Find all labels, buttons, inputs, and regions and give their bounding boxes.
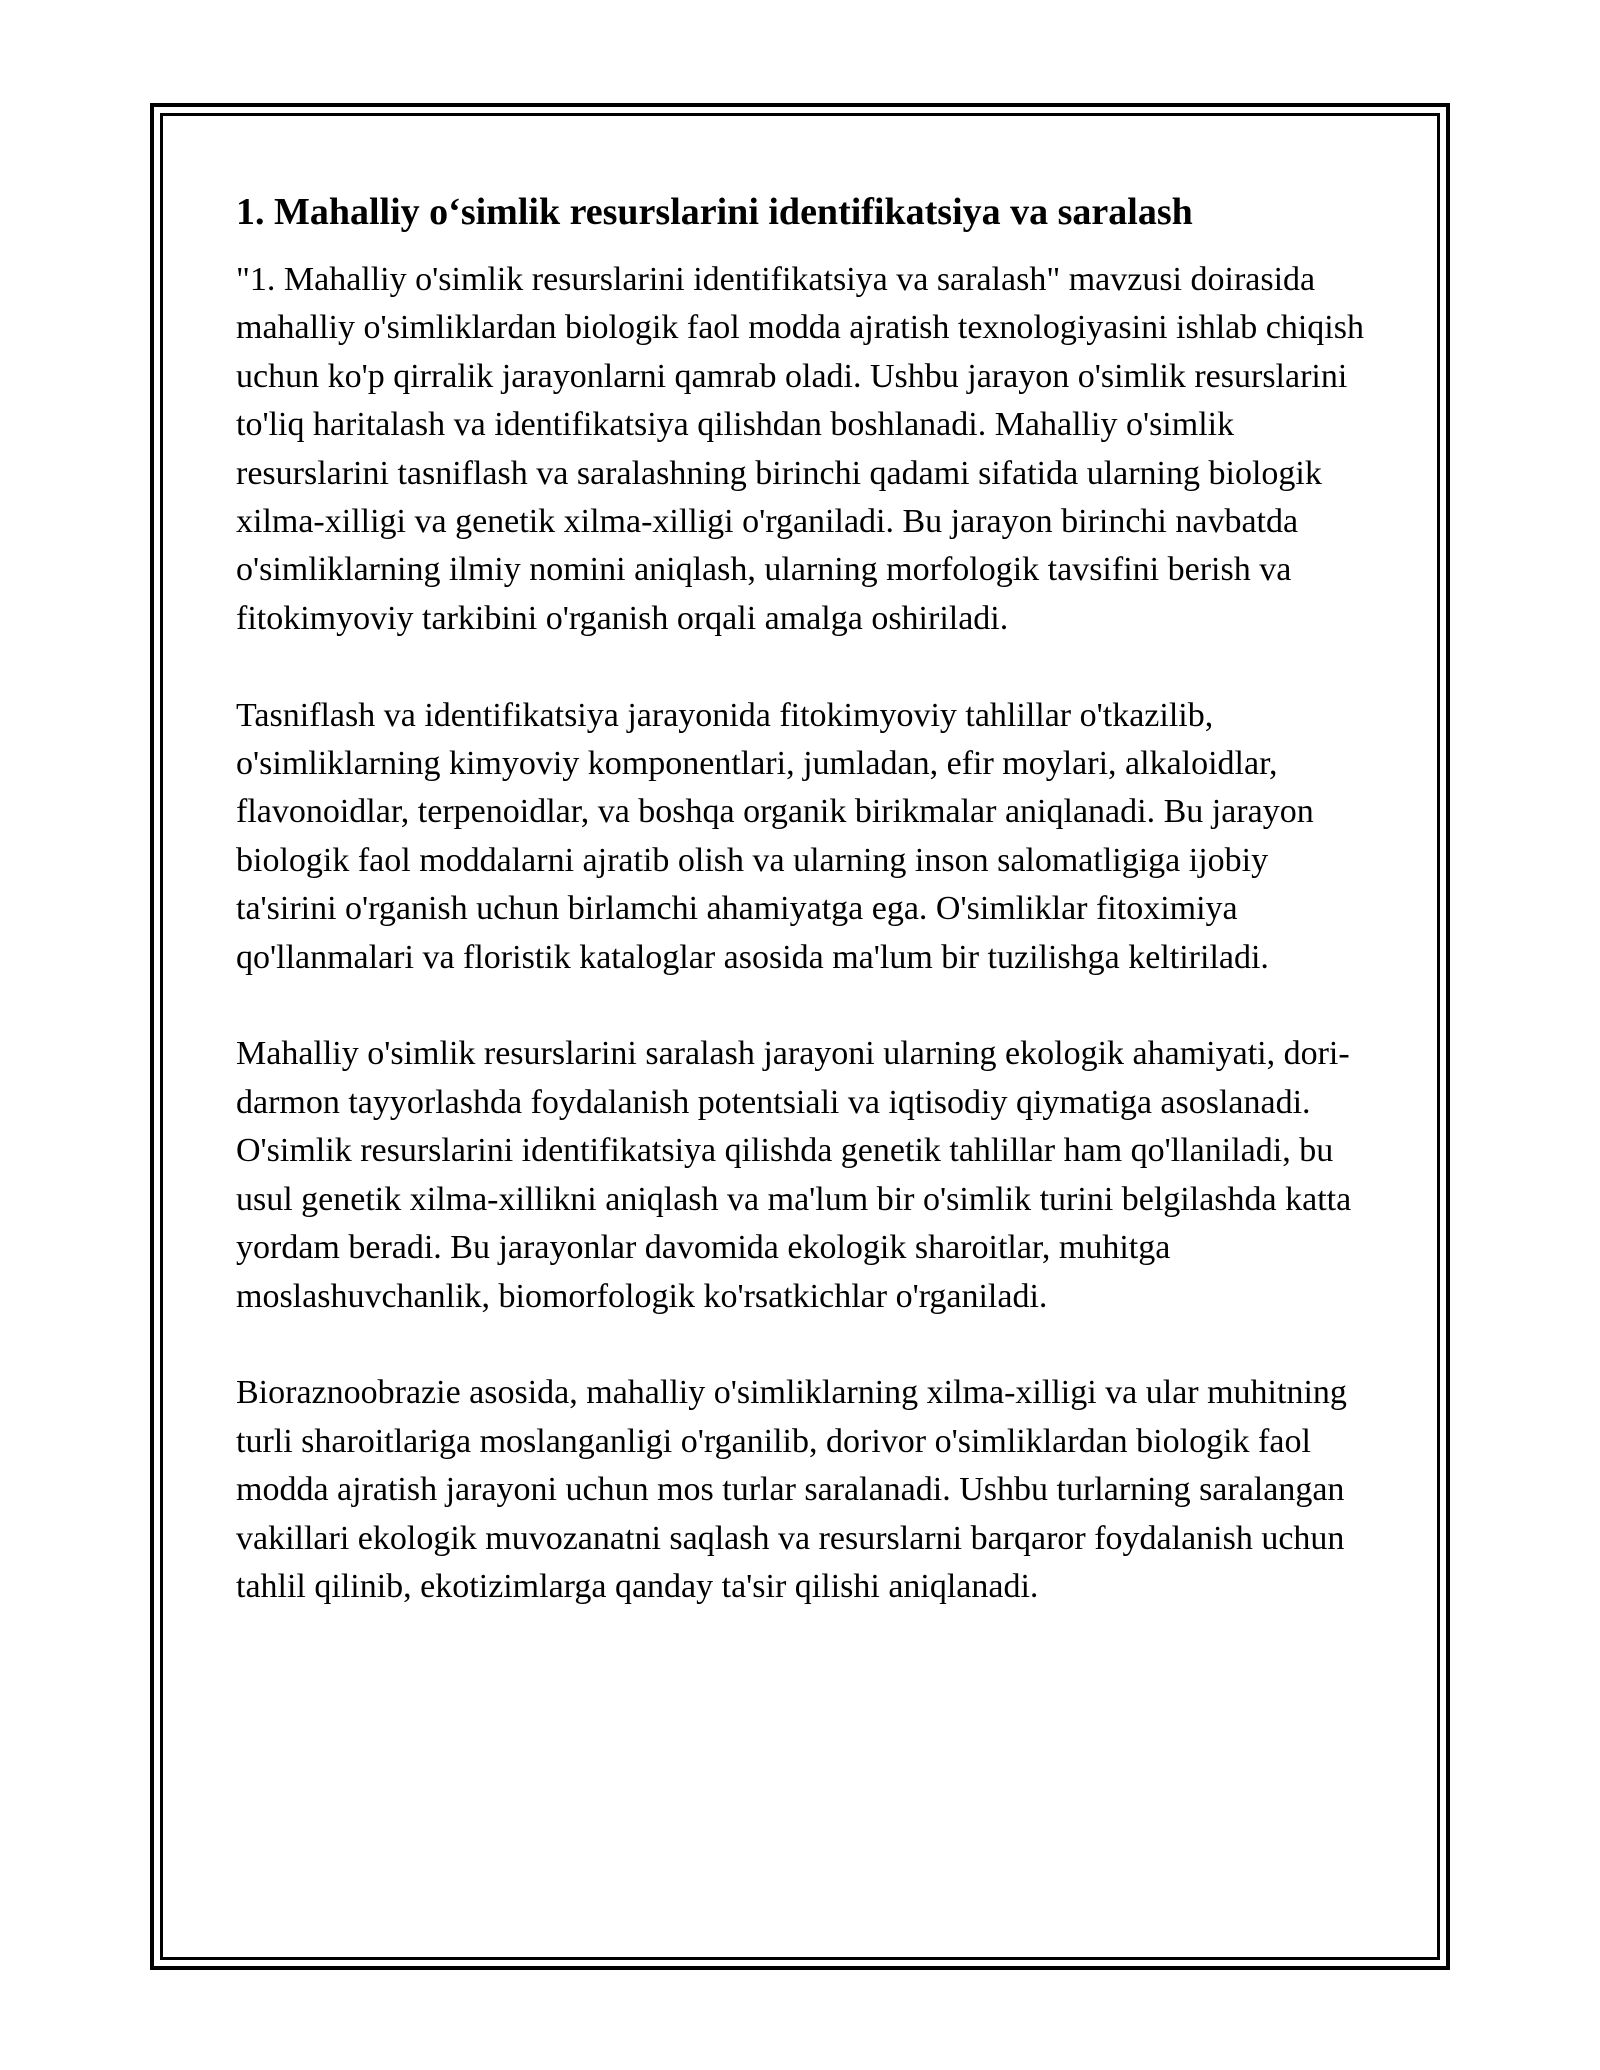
section-heading: 1. Mahalliy o‘simlik resurslarini identifikatsiya va saralash <box>236 191 1193 233</box>
paragraph-4: Bioraznoobrazie asosida, mahalliy o'simliklarning xilma-xilligi va ular muhitning turli sharoitlariga moslanganligi o'rganilib, dorivor o'simliklardan biologik faol modda ajratish jarayoni uchun mos turlar saralanadi. Ushbu turlarning saralangan vakillari ekologik muvozanatni saqlash va resurslarni barqaror foydalanish uchun tahlil qilinib, ekotizimlarga qanday ta'sir qilishi aniqlanadi. <box>236 1374 1347 1605</box>
paragraph-2: Tasniflash va identifikatsiya jarayonida fitokimyoviy tahlillar o'tkazilib, o'simliklarning kimyoviy komponentlari, jumladan, efir moylari, alkaloidlar, flavonoidlar, terpenoidlar, va boshqa organik birikmalar aniqlanadi. Bu jarayon biologik faol moddalarni ajratib olish va ularning inson salomatligiga ijobiy ta'sirini o'rganish uchun birlamchi ahamiyatga ega. O'simliklar fitoximiya qo'llanmalari va floristik kataloglar asosida ma'lum bir tuzilishga keltiriladi. <box>236 696 1314 976</box>
document-body <box>236 188 1376 1611</box>
paragraph-1: "1. Mahalliy o'simlik resurslarini identifikatsiya va saralash" mavzusi doirasida mahalliy o'simliklardan biologik faol modda ajratish texnologiyasini ishlab chiqish uchun ko'p qirralik jarayonlarni qamrab oladi. Ushbu jarayon o'simlik resurslarini to'liq haritalash va identifikatsiya qilishdan boshlanadi. Mahalliy o'simlik resurslarini tasniflash va saralashning birinchi qadami sifatida ularning biologik xilma-xilligi va genetik xilma-xilligi o'rganiladi. Bu jarayon birinchi navbatda o'simliklarning ilmiy nomini aniqlash, ularning morfologik tavsifini berish va fitokimyoviy tarkibini o'rganish orqali amalga oshiriladi. <box>236 261 1364 637</box>
paragraph-3: Mahalliy o'simlik resurslarini saralash jarayoni ularning ekologik ahamiyati, dori-darmon tayyorlashda foydalanish potentsiali va iqtisodiy qiymatiga asoslanadi. O'simlik resurslarini identifikatsiya qilishda genetik tahlillar ham qo'llaniladi, bu usul genetik xilma-xillikni aniqlash va ma'lum bir o'simlik turini belgilashda katta yordam beradi. Bu jarayonlar davomida ekologik sharoitlar, muhitga moslashuvchanlik, biomorfologik ko'rsatkichlar o'rganiladi. <box>236 1035 1352 1315</box>
